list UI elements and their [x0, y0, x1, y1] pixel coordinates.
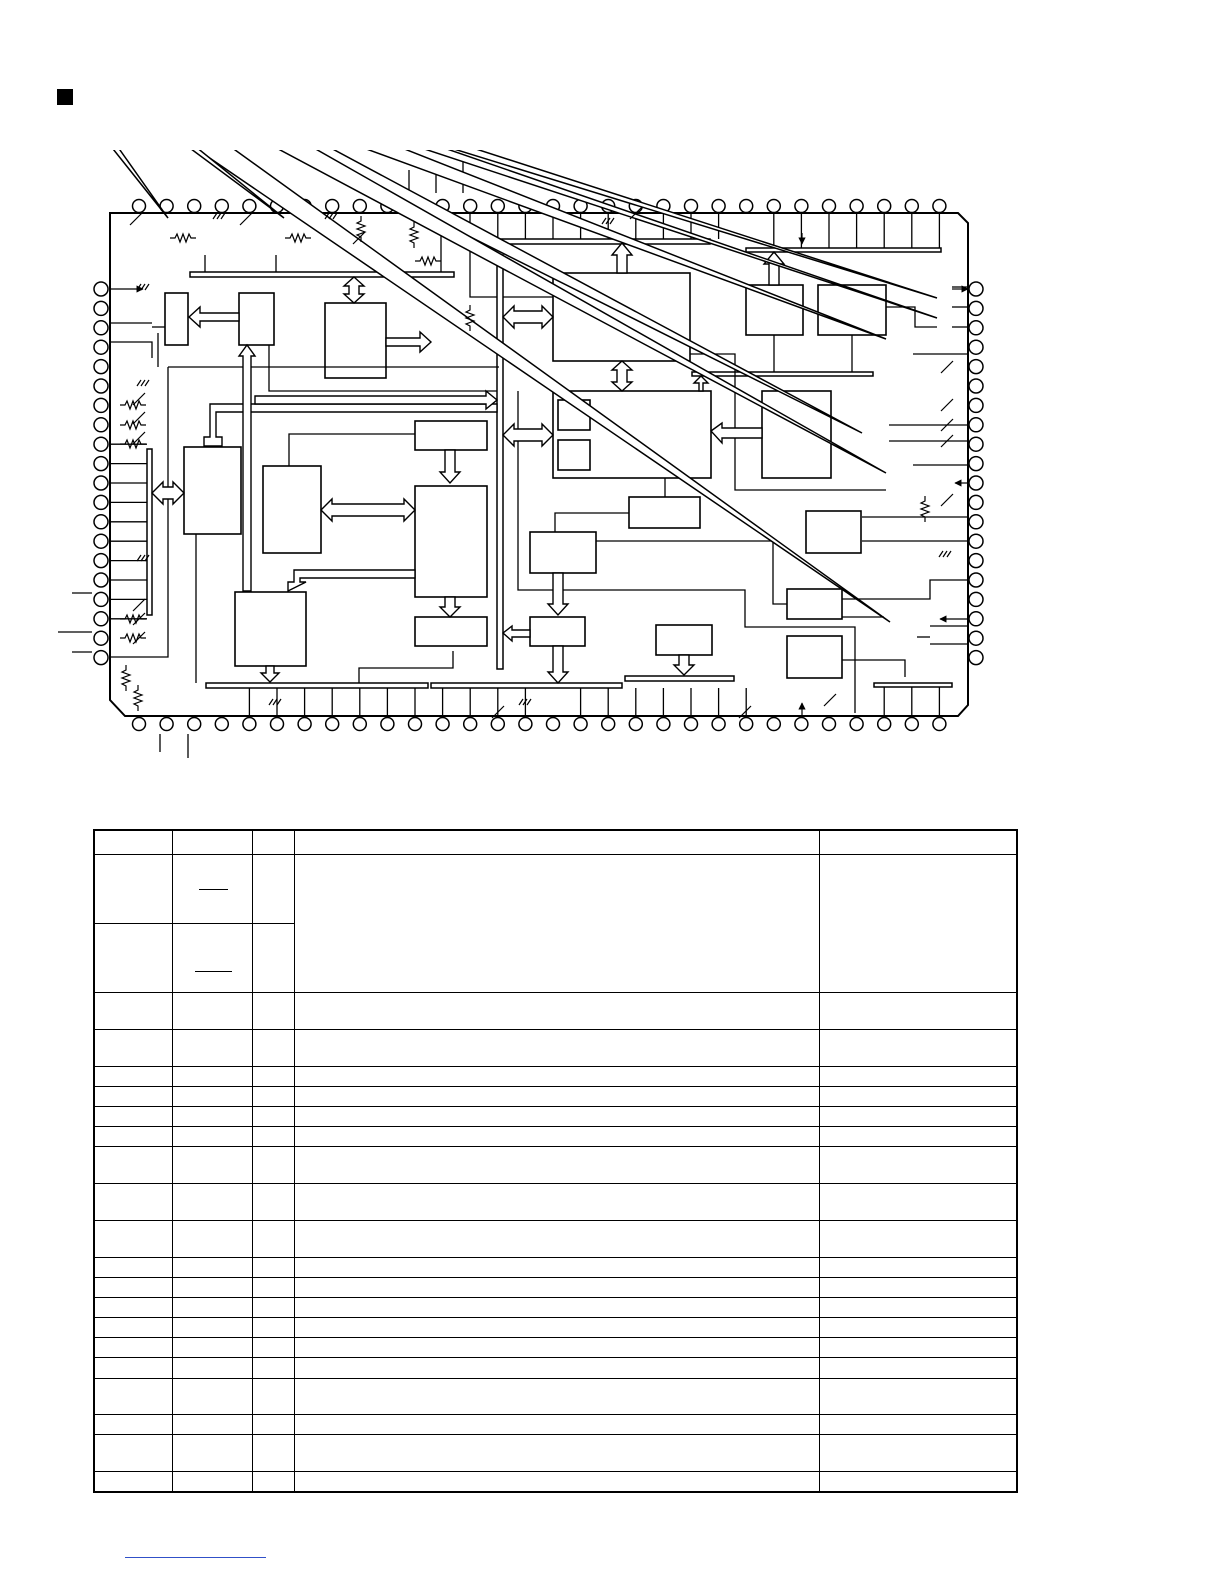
- reset-block: [787, 636, 842, 678]
- mux-arrow: [189, 307, 239, 327]
- pin-left: [94, 360, 108, 374]
- pin-description-table: [93, 829, 1018, 1493]
- pin-top: [740, 200, 753, 213]
- table-cell: [172, 1358, 252, 1378]
- table-cell: [252, 1030, 294, 1067]
- resistor-icon: [122, 665, 130, 691]
- switch-icon: [941, 399, 953, 411]
- table-row: [94, 1318, 1017, 1338]
- cpu-mem-arrow: [612, 361, 632, 391]
- table-cell: [172, 1184, 252, 1221]
- signal-wire: [110, 342, 152, 358]
- pwm-block: [656, 625, 712, 655]
- signal-wire: [289, 434, 415, 466]
- pin-bottom: [271, 718, 284, 731]
- table-cell: [172, 1107, 252, 1127]
- table-row: [94, 1257, 1017, 1277]
- display-bus-arrow: [261, 666, 279, 682]
- pin-bottom: [215, 718, 228, 731]
- pin-right: [969, 301, 983, 315]
- table-cell: [172, 1435, 252, 1472]
- pwm-bus-arrow: [674, 655, 694, 675]
- table-cell: [172, 1415, 252, 1435]
- port-bus-arrow: [548, 646, 568, 683]
- bottom-bus-a: [206, 683, 428, 688]
- pin-bottom: [353, 718, 366, 731]
- table-cell: [819, 1318, 1017, 1338]
- pin-left: [94, 573, 108, 587]
- pin-bottom: [133, 718, 146, 731]
- table-cell: [94, 1087, 172, 1107]
- pin-right: [969, 515, 983, 529]
- table-cell: [252, 1472, 294, 1492]
- table-cell: [294, 1030, 819, 1067]
- pin-right: [969, 282, 983, 296]
- table-cell: [172, 1087, 252, 1107]
- table-cell: [252, 1298, 294, 1318]
- table-cell: [172, 1147, 252, 1184]
- table-cell: [819, 1338, 1017, 1358]
- pin-left: [94, 515, 108, 529]
- table-row: [94, 1278, 1017, 1298]
- mid-bus: [692, 372, 873, 376]
- table-cell: [294, 1415, 819, 1435]
- table-cell: [94, 1184, 172, 1221]
- table-row: [94, 1358, 1017, 1378]
- table-cell: [252, 1257, 294, 1277]
- table-row: [94, 1107, 1017, 1127]
- pin-right: [969, 321, 983, 335]
- table-cell: [94, 1338, 172, 1358]
- table-cell: [294, 1472, 819, 1492]
- pin-bottom: [243, 718, 256, 731]
- interrupt-block: [530, 532, 596, 573]
- pin-top: [215, 200, 228, 213]
- pin-bottom: [878, 718, 891, 731]
- switch-icon: [941, 494, 953, 506]
- pin-left: [94, 321, 108, 335]
- active-low-overbar: [195, 971, 232, 972]
- pin-left: [94, 301, 108, 315]
- pin-bottom: [795, 718, 808, 731]
- table-cell: [819, 1378, 1017, 1415]
- pin-top: [823, 200, 836, 213]
- resistor-icon: [120, 421, 146, 429]
- table-row: [94, 855, 1017, 924]
- pin-left: [94, 437, 108, 451]
- table-cell: [294, 1257, 819, 1277]
- table-cell: [819, 1278, 1017, 1298]
- pin-bottom: [850, 718, 863, 731]
- memory-sub-b: [558, 440, 590, 470]
- resistor-icon: [285, 234, 311, 242]
- pin-top: [133, 200, 146, 213]
- resistor-icon: [134, 685, 142, 711]
- table-cell: [172, 1221, 252, 1258]
- table-cell: [294, 1378, 819, 1415]
- table-cell: [172, 1378, 252, 1415]
- table-cell: [294, 1107, 819, 1127]
- port-latch-block: [530, 617, 585, 646]
- pin-left: [94, 282, 108, 296]
- pin-right: [969, 437, 983, 451]
- table-cell: [294, 1127, 819, 1147]
- ground-icon: [269, 699, 281, 705]
- pin-top: [767, 200, 780, 213]
- switch-icon: [941, 361, 953, 373]
- pin-top: [353, 200, 366, 213]
- pin-top: [712, 200, 725, 213]
- adc-block-b: [818, 285, 886, 335]
- pin-bottom: [823, 718, 836, 731]
- table-row: [94, 1184, 1017, 1221]
- int-port-arrow: [548, 573, 568, 615]
- section-bullet-icon: [57, 89, 73, 105]
- table-cell: [819, 1221, 1017, 1258]
- pin-top: [326, 200, 339, 213]
- table-cell: [252, 1184, 294, 1221]
- pin-right: [969, 418, 983, 432]
- switch-icon: [130, 213, 142, 225]
- pin-left: [94, 534, 108, 548]
- table-cell: [252, 1378, 294, 1415]
- pin-bottom: [188, 718, 201, 731]
- table-cell: [294, 830, 819, 855]
- pin-right: [969, 398, 983, 412]
- table-cell: [172, 924, 252, 993]
- pin-top: [464, 200, 477, 213]
- table-cell: [94, 855, 172, 924]
- pin-bottom: [409, 718, 422, 731]
- adc-block-a: [746, 285, 803, 335]
- table-cell: [94, 1067, 172, 1087]
- pin-right: [969, 631, 983, 645]
- output-latch-block: [415, 617, 487, 646]
- pin-right: [969, 379, 983, 393]
- table-cell: [172, 1067, 252, 1087]
- footer-link[interactable]: [125, 1557, 266, 1558]
- timer-block: [762, 391, 831, 478]
- table-cell: [252, 1338, 294, 1358]
- table-cell: [294, 1278, 819, 1298]
- switch-icon: [824, 694, 836, 706]
- pin-bottom: [381, 718, 394, 731]
- pin-bottom: [547, 718, 560, 731]
- table-cell: [94, 1221, 172, 1258]
- table-cell: [294, 1184, 819, 1221]
- table-cell: [819, 1358, 1017, 1378]
- top-left-bus: [190, 272, 454, 277]
- table-cell: [252, 993, 294, 1030]
- table-row: [94, 1298, 1017, 1318]
- table-row: [94, 1378, 1017, 1415]
- control-block: [415, 486, 487, 597]
- table-cell: [294, 1298, 819, 1318]
- table-cell: [172, 1338, 252, 1358]
- pin-bottom: [685, 718, 698, 731]
- pin-top: [878, 200, 891, 213]
- table-cell: [94, 924, 172, 993]
- pin-left: [94, 495, 108, 509]
- table-cell: [294, 1147, 819, 1184]
- pin-top: [905, 200, 918, 213]
- pin-top: [850, 200, 863, 213]
- table-cell: [172, 1127, 252, 1147]
- table-cell: [94, 1318, 172, 1338]
- table-cell: [94, 1257, 172, 1277]
- table-cell: [252, 1415, 294, 1435]
- pin-bottom: [298, 718, 311, 731]
- table-cell: [252, 1358, 294, 1378]
- serial-block: [263, 466, 321, 553]
- pin-top: [188, 200, 201, 213]
- resistor-icon: [410, 222, 418, 248]
- table-cell: [819, 1435, 1017, 1472]
- table-row: [94, 1435, 1017, 1472]
- table-cell: [819, 1107, 1017, 1127]
- pin-top: [491, 200, 504, 213]
- resistor-icon: [170, 234, 196, 242]
- table-cell: [94, 1278, 172, 1298]
- pin-bottom: [160, 718, 173, 731]
- table-cell: [819, 1087, 1017, 1107]
- pin-left: [94, 418, 108, 432]
- table-row: [94, 993, 1017, 1030]
- table-cell: [819, 1127, 1017, 1147]
- ic-block-diagram: [0, 150, 1224, 770]
- left-bus: [147, 449, 152, 615]
- ctrl-latch-arrow: [440, 597, 460, 617]
- pin-right: [969, 651, 983, 665]
- cpu-bus-arrow: [503, 306, 553, 328]
- port-main-arrow: [503, 626, 530, 641]
- table-cell: [294, 1338, 819, 1358]
- table-row: [94, 1030, 1017, 1067]
- table-cell: [819, 830, 1017, 855]
- pin-bottom: [767, 718, 780, 731]
- resistor-icon: [415, 257, 441, 265]
- active-low-overbar: [199, 889, 228, 890]
- functional-blocks: [165, 273, 886, 678]
- table-cell: [294, 855, 819, 993]
- pin-right: [969, 573, 983, 587]
- table-cell: [819, 1030, 1017, 1067]
- io-port-block: [184, 447, 241, 534]
- table-cell: [172, 830, 252, 855]
- pin-bottom: [602, 718, 615, 731]
- pin-bottom: [464, 718, 477, 731]
- pin-right: [969, 495, 983, 509]
- table-cell: [94, 1147, 172, 1184]
- table-cell: [94, 1030, 172, 1067]
- table-row: [94, 1127, 1017, 1147]
- table-cell: [819, 1472, 1017, 1492]
- table-row: [94, 1415, 1017, 1435]
- pin-top: [933, 200, 946, 213]
- pin-top: [685, 200, 698, 213]
- pin-right: [969, 476, 983, 490]
- table-cell: [819, 1257, 1017, 1277]
- top-bus: [481, 239, 710, 244]
- pin-right: [969, 360, 983, 374]
- mux-block: [165, 293, 188, 345]
- table-cell: [172, 855, 252, 924]
- pin-right: [969, 534, 983, 548]
- detector-block: [806, 511, 861, 553]
- comparator-block: [787, 589, 842, 619]
- table-cell: [94, 1378, 172, 1415]
- table-cell: [172, 1257, 252, 1277]
- switch-icon: [133, 432, 145, 444]
- table-cell: [94, 1127, 172, 1147]
- pin-left: [94, 340, 108, 354]
- table-cell: [294, 993, 819, 1030]
- signal-wire: [842, 580, 968, 599]
- table-cell: [172, 1298, 252, 1318]
- pin-left: [94, 554, 108, 568]
- table-cell: [819, 1415, 1017, 1435]
- table-cell: [252, 1067, 294, 1087]
- table-cell: [294, 1358, 819, 1378]
- table-cell: [172, 1030, 252, 1067]
- table-cell: [94, 1358, 172, 1378]
- timer-mem-arrow: [711, 423, 762, 443]
- pin-bottom: [905, 718, 918, 731]
- table-cell: [252, 924, 294, 993]
- ground-icon: [137, 380, 149, 386]
- mem-up-arrow: [694, 376, 708, 391]
- table-row: [94, 830, 1017, 855]
- signal-wire: [842, 660, 905, 677]
- table-cell: [172, 1472, 252, 1492]
- osc-out-arrow: [386, 332, 431, 352]
- switch-icon: [133, 599, 145, 611]
- table-cell: [252, 1107, 294, 1127]
- pin-left: [94, 592, 108, 606]
- table-cell: [819, 993, 1017, 1030]
- pin-bottom: [491, 718, 504, 731]
- table-cell: [94, 1298, 172, 1318]
- table-cell: [819, 855, 1017, 993]
- pin-top: [795, 200, 808, 213]
- table-cell: [172, 1278, 252, 1298]
- table-cell: [294, 1067, 819, 1087]
- table-cell: [94, 1415, 172, 1435]
- table-cell: [819, 1184, 1017, 1221]
- pin-left: [94, 379, 108, 393]
- pin-left: [94, 398, 108, 412]
- switch-icon: [133, 393, 145, 405]
- signal-wire: [596, 541, 787, 604]
- table-cell: [294, 1318, 819, 1338]
- table-cell: [294, 1087, 819, 1107]
- table-cell: [252, 1221, 294, 1258]
- ctrl-display-arrow: [288, 570, 415, 591]
- pin-bottom: [740, 718, 753, 731]
- pin-top: [243, 200, 256, 213]
- table-cell: [294, 1435, 819, 1472]
- table-cell: [252, 1278, 294, 1298]
- pin-left: [94, 476, 108, 490]
- serial-ctrl-arrow: [321, 499, 415, 521]
- pin-bottom: [629, 718, 642, 731]
- table-cell: [94, 1107, 172, 1127]
- table-cell: [172, 1318, 252, 1338]
- pin-right: [969, 554, 983, 568]
- cpu-up-arrow: [612, 243, 632, 273]
- pin-bottom: [574, 718, 587, 731]
- adc-up-arrow: [764, 252, 784, 285]
- main-bus: [497, 255, 503, 669]
- table-cell: [252, 855, 294, 924]
- table-cell: [94, 993, 172, 1030]
- resistor-icon: [921, 496, 929, 522]
- pin-left: [94, 612, 108, 626]
- table-cell: [94, 830, 172, 855]
- clock-block: [629, 497, 700, 528]
- table-row: [94, 1067, 1017, 1087]
- pin-bottom: [712, 718, 725, 731]
- table-cell: [94, 1435, 172, 1472]
- table-cell: [252, 1435, 294, 1472]
- table-cell: [819, 1147, 1017, 1184]
- pin-bottom: [436, 718, 449, 731]
- pin-right: [969, 612, 983, 626]
- pin-right: [969, 592, 983, 606]
- switch-icon: [240, 213, 252, 225]
- reg-ctrl-arrow: [440, 450, 460, 483]
- register-block: [415, 421, 487, 450]
- table-row: [94, 1087, 1017, 1107]
- table-cell: [172, 993, 252, 1030]
- signal-wire: [110, 367, 168, 657]
- table-row: [94, 1472, 1017, 1492]
- table-cell: [252, 1147, 294, 1184]
- table-cell: [252, 830, 294, 855]
- mem-bus-arrow: [503, 424, 553, 446]
- pin-left: [94, 631, 108, 645]
- table-cell: [94, 1472, 172, 1492]
- pin-bottom: [933, 718, 946, 731]
- signal-wire: [359, 651, 453, 683]
- table-row: [94, 1221, 1017, 1258]
- pin-bottom: [519, 718, 532, 731]
- bottom-bus-d: [874, 683, 952, 687]
- table-row: [94, 1147, 1017, 1184]
- pin-bottom: [657, 718, 670, 731]
- ground-icon: [939, 551, 951, 557]
- pin-left: [94, 457, 108, 471]
- table-cell: [252, 1127, 294, 1147]
- table-cell: [252, 1318, 294, 1338]
- table-row: [94, 1338, 1017, 1358]
- display-driver-block: [235, 592, 306, 666]
- bottom-bus-c: [625, 676, 734, 681]
- table-cell: [252, 1087, 294, 1107]
- pin-right: [969, 457, 983, 471]
- table-cell: [819, 1298, 1017, 1318]
- table-cell: [819, 1067, 1017, 1087]
- bottom-bus-b: [431, 683, 622, 688]
- pin-bottom: [326, 718, 339, 731]
- osc-bus-arrow: [344, 277, 364, 303]
- select-block: [239, 293, 274, 345]
- table-cell: [294, 1221, 819, 1258]
- signal-wire: [555, 513, 629, 532]
- pin-left: [94, 651, 108, 665]
- pin-right: [969, 340, 983, 354]
